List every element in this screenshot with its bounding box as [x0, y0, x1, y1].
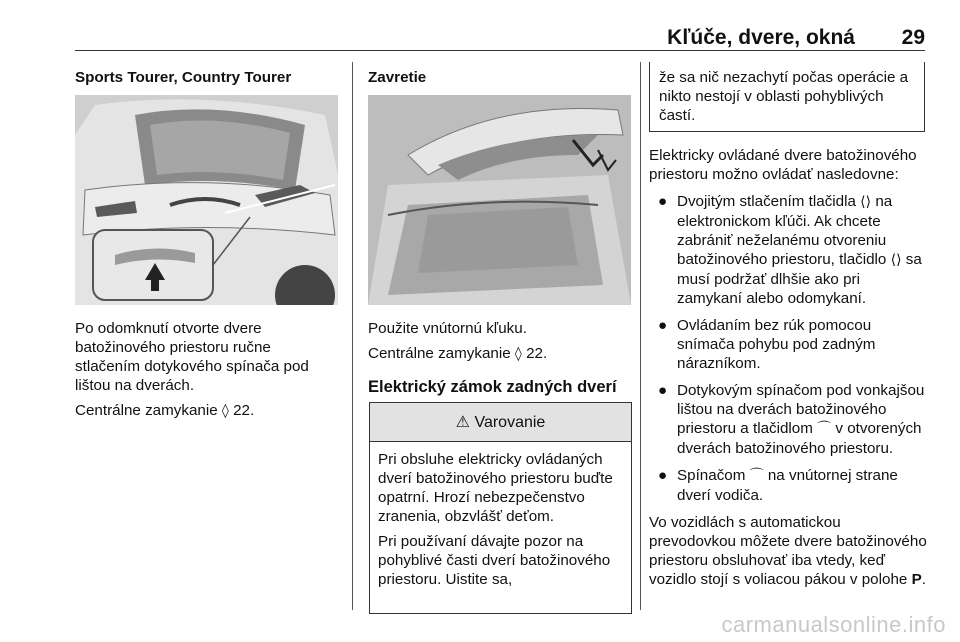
left-paragraph-1: Po odomknutí otvorte dvere batožinového priestoru ručne stlačením dotykového spínača pod lištou na dverách.: [75, 320, 309, 394]
page-ref-icon: ◊: [221, 403, 229, 419]
header-rule: [75, 50, 925, 51]
left-text: [75, 319, 340, 427]
gear-position: P: [911, 571, 922, 588]
car-rear-svg: [75, 95, 338, 305]
page-number: 29: [901, 26, 925, 49]
list-item: ● Spínačom ⌒ na vnútornej strane dverí vodiča.: [658, 467, 898, 504]
middle-text: [368, 319, 630, 397]
tailgate-key-icon: ⟨⟩: [890, 252, 902, 268]
warning-triangle-icon: ⚠: [455, 412, 471, 431]
warning-continuation-box: [649, 62, 925, 132]
right-column: [649, 146, 929, 595]
middle-paragraph-1: Použite vnútornú kľuku.: [368, 320, 527, 337]
warning-paragraph-2: Pri používaní dávajte pozor na pohyblivé časti dverí batožinového priestoru. Uistite sa,: [378, 533, 611, 588]
page-ref-link[interactable]: 22.: [526, 345, 548, 362]
bullet-icon: ●: [658, 467, 668, 484]
tailgate-closing-illustration: [368, 95, 631, 305]
warning-continuation-text: že sa nič nezachytí počas operácie a nikto nestojí v oblasti pohyblivých častí.: [659, 69, 909, 124]
right-final-paragraph: Vo vozidlách s automatickou prevodovkou môžete dvere batožinového priestoru obsluhovať iba vtedy, keď vozidlo stojí s voliacou pákou v polohe P.: [649, 514, 927, 588]
column-divider-right: [640, 62, 641, 610]
middle-column: [368, 68, 630, 87]
page-ref-icon: ◊: [514, 346, 522, 362]
watermark: carmanualsonline.info: [721, 612, 946, 637]
warning-header: [370, 403, 631, 442]
tailgate-touch-switch-illustration: [75, 95, 338, 305]
bullet-icon: ●: [658, 382, 668, 399]
section-title: Elektrický zámok zadných dverí: [368, 378, 617, 396]
middle-heading: Zavretie: [368, 69, 427, 86]
list-item: ● Ovládaním bez rúk pomocou snímača pohybu pod zadným nárazníkom.: [658, 317, 876, 372]
page-title: Kľúče, dvere, okná: [667, 26, 855, 49]
left-paragraph-2: Centrálne zamykanie ◊ 22.: [75, 402, 255, 419]
tailgate-key-icon: ⟨⟩: [860, 194, 872, 210]
page-ref-link[interactable]: 22.: [233, 402, 255, 419]
operation-list: [649, 192, 929, 505]
column-divider-left: [352, 62, 353, 610]
bullet-icon: ●: [658, 193, 668, 210]
warning-label: Varovanie: [474, 414, 546, 431]
list-item: ● Dvojitým stlačením tlačidla ⟨⟩ na elektronickom kľúči. Ak chcete zabrániť neželanému otvoreniu batožinového priestoru, tlačidlo ⟨⟩ sa musí podržať dlhšie ako pri zamykaní alebo odomykaní.: [658, 193, 922, 307]
middle-paragraph-2: Centrálne zamykanie ◊ 22.: [368, 345, 548, 362]
list-item: ● Dotykovým spínačom pod vonkajšou lištou na dverách batožinového priestoru a tlačidlom ⌒ v otvorených dverách batožinového priestoru.: [658, 382, 925, 457]
left-heading: Sports Tourer, Country Tourer: [75, 69, 292, 86]
warning-paragraph-1: Pri obsluhe elektricky ovládaných dverí batožinového priestoru buďte opatrní. Hrozí nebezpečenstvo zranenia, obzvlášť deťom.: [378, 451, 613, 525]
left-column: [75, 68, 340, 87]
warning-box: [369, 402, 632, 614]
tailgate-button-icon: ⌒: [749, 468, 764, 484]
open-tailgate-svg: [368, 95, 631, 305]
right-intro: Elektricky ovládané dvere batožinového priestoru možno ovládať nasledovne:: [649, 147, 917, 183]
warning-body: [370, 442, 631, 589]
tailgate-button-icon: ⌒: [817, 421, 832, 437]
bullet-icon: ●: [658, 317, 668, 334]
